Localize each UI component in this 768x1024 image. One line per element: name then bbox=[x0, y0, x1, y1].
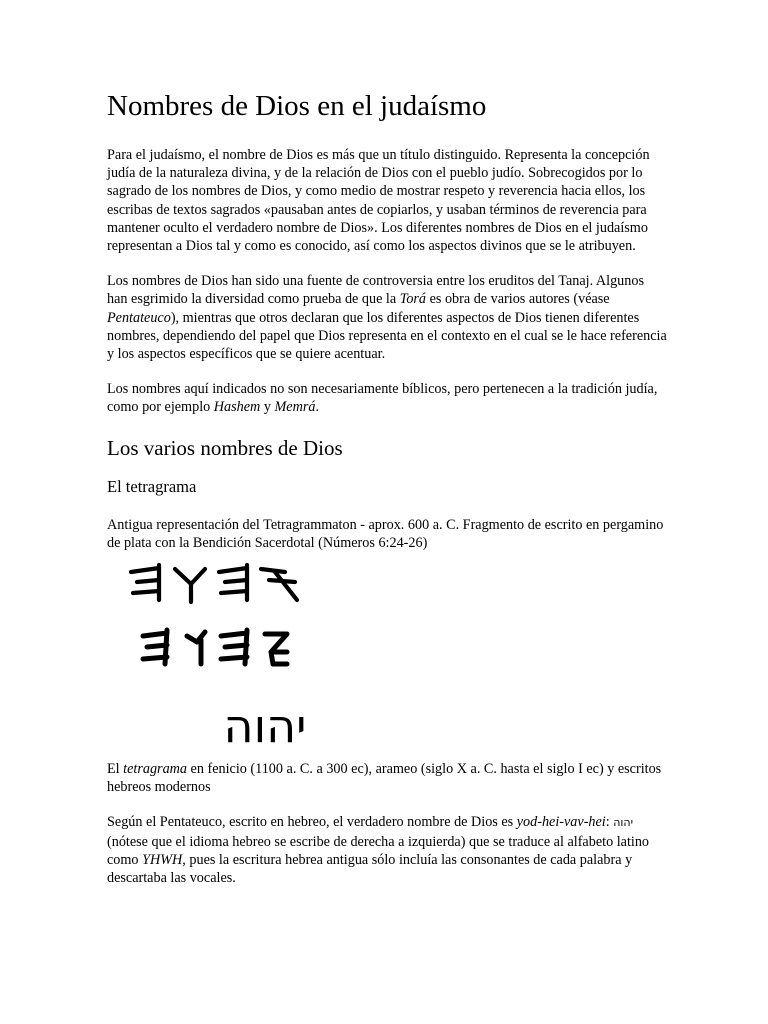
document-content bbox=[107, 88, 667, 904]
pentateuco-italic: Pentateuco bbox=[107, 309, 171, 326]
subsection-heading: El tetragrama bbox=[107, 476, 197, 496]
phoenician-row bbox=[131, 565, 297, 602]
hebrew-modern-row: יהוה bbox=[223, 699, 307, 751]
image-caption-1: Antigua representación del Tetragrammaton - aprox. 600 a. C. Fragmento de escrito en pergamino de plata con la Bendición Sacerdotal (Números 6:24-26) bbox=[107, 516, 664, 551]
intro-paragraph-3: Los nombres aquí indicados no son necesariamente bíblicos, pero pertenecen a la tradición judía, como por ejemplo Hashem y Memrá. bbox=[107, 381, 658, 416]
tetragrama-italic: tetragrama bbox=[123, 761, 187, 778]
yod-hei-vav-hei-italic: yod-hei-vav-hei bbox=[516, 814, 606, 831]
tora-italic: Torá bbox=[399, 291, 427, 308]
tetragrammaton-scripts-image bbox=[125, 560, 667, 750]
yhwh-italic: YHWH bbox=[142, 851, 183, 868]
page-title: Nombres de Dios en el judaísmo bbox=[107, 90, 487, 122]
section-heading: Los varios nombres de Dios bbox=[107, 435, 343, 460]
intro-paragraph-1: Para el judaísmo, el nombre de Dios es más que un título distinguido. Representa la concepción judía de la naturaleza divina, y de la relación de Dios con el pueblo judío. Sobrecogidos por lo sagrado de los nombres de Dios, y como medio de mostrar respeto y reverencia hacia ellos, los escribas de textos sagrados «pausaban antes de copiarlos, y usaban términos de reverencia para mantener oculto el verdadero nombre de Dios». Los diferentes nombres de Dios en el judaísmo representan a Dios tal y como es conocido, así como los aspectos divinos que se le atribuyen. bbox=[107, 147, 650, 255]
tetragrammaton-glyphs-svg bbox=[125, 560, 325, 750]
body-paragraph-4: Según el Pentateuco, escrito en hebreo, el verdadero nombre de Dios es yod-hei-vav-hei: יהוה (nótese que el idioma hebreo se escribe de derecha a izquierda) que se traduce al alfabeto latino como YHWH, pues la escritura hebrea antigua sólo incluía las consonantes de cada palabra y descartaba las vocales. bbox=[107, 814, 650, 887]
aramaic-row bbox=[143, 630, 287, 664]
image-caption-2: El tetragrama en fenicio (1100 a. C. a 300 ec), arameo (siglo X a. C. hasta el siglo I ec) y escritos hebreos modernos bbox=[107, 761, 662, 796]
memra-italic: Memrá bbox=[274, 399, 316, 416]
intro-paragraph-2: Los nombres de Dios han sido una fuente de controversia entre los eruditos del Tanaj. Algunos han esgrimido la diversidad como prueba de que la Torá es obra de varios autores (véase Pentateuco), mientras que otros declaran que los diferentes aspectos de Dios tienen diferentes nombres, dependiendo del papel que Dios representa en el contexto en el cual se le hace referencia y los aspectos específicos que se quiere acentuar. bbox=[107, 273, 667, 363]
hashem-italic: Hashem bbox=[213, 399, 261, 416]
hebrew-inline-text: יהוה bbox=[613, 816, 634, 830]
